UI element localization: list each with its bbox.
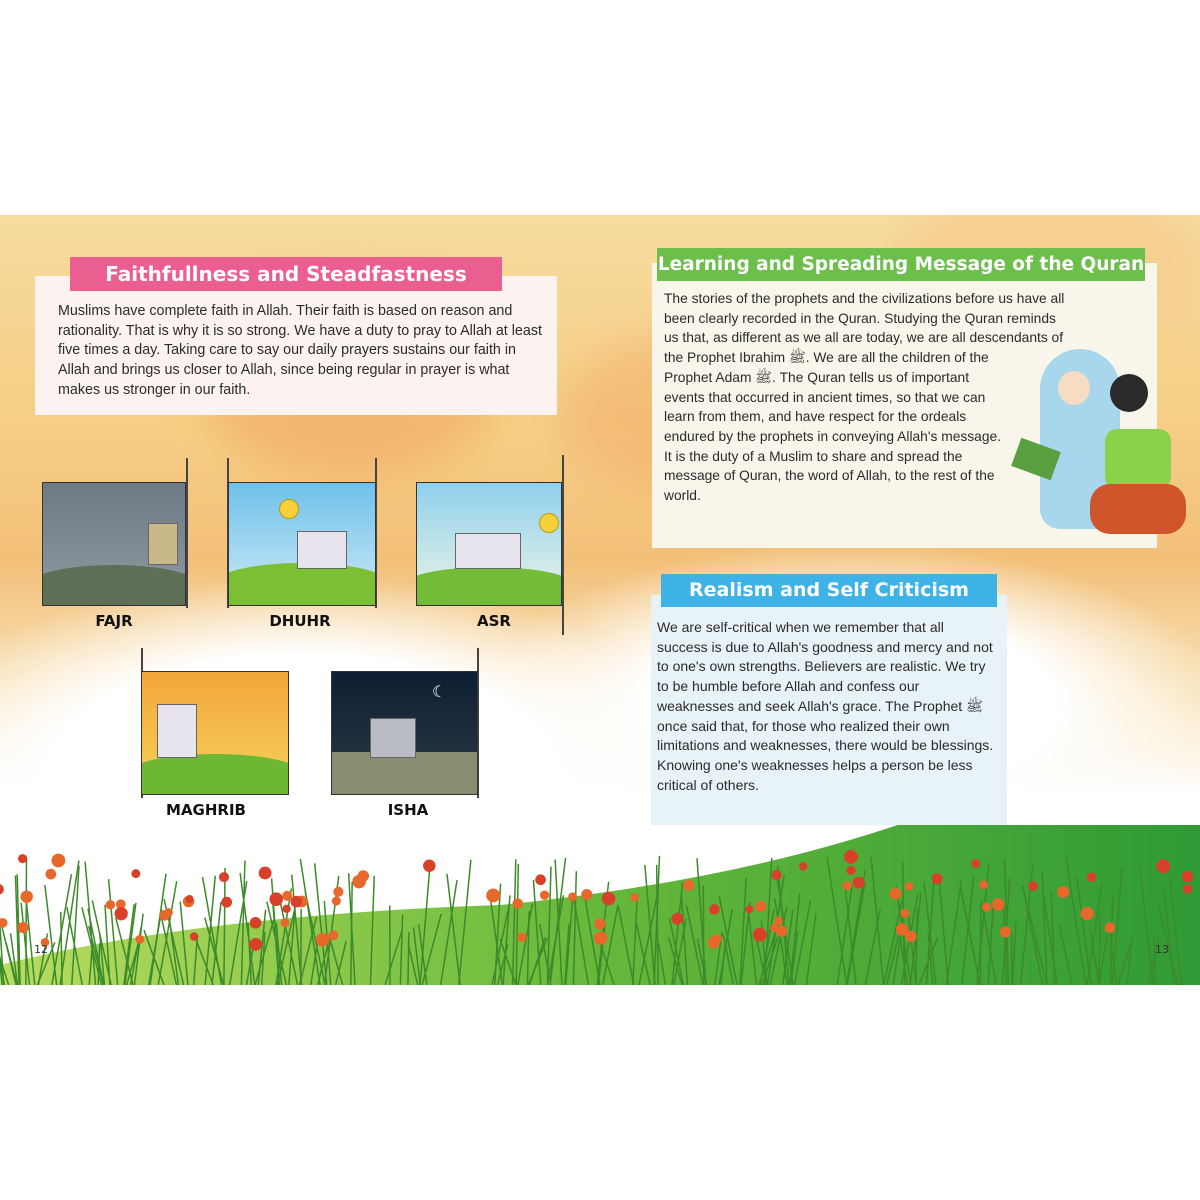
- asr-illustration: [416, 482, 562, 606]
- prayer-label-fajr: FAJR: [95, 612, 133, 630]
- quran-body: The stories of the prophets and the civilizations before us have all been clearly recorded in the Quran. Studying the Quran reminds us that, as different as we all are today, we are all descendants of the Prophet Ibrahim ﷺ. We are all the children of the Prophet Adam ﷺ. The Quran tells us of important events that occurred in ancient times, so that we can learn from them, and have respect for the ordeals endured by the prophets in conveying Allah's message. It is the duty of a Muslim to share and spread the message of Quran, the word of Allah, to the rest of the world.: [664, 291, 1065, 504]
- isha-illustration: [331, 671, 478, 795]
- prayer-label-isha: ISHA: [387, 801, 429, 819]
- faith-body: Muslims have complete faith in Allah. Their faith is based on reason and rationality. That is why it is so strong. We have a duty to pray to Allah at least five times a day. Taking care to say our daily prayers sustains our faith in Allah and brings us closer to Allah, since being regular in prayer is what makes us stronger in our faith.: [58, 303, 542, 398]
- moon-icon: ☾: [432, 682, 447, 701]
- realism-heading: Realism and Self Criticism: [661, 574, 997, 607]
- prayer-label-dhuhr: DHUHR: [269, 612, 331, 630]
- quran-text-wrap: [664, 289, 1190, 549]
- prayer-label-maghrib: MAGHRIB: [166, 801, 246, 819]
- realism-body: We are self-critical when we remember that all success is due to Allah's goodness and mercy and not to one's own strengths. Believers are realistic. We try to be humble before Allah and confess our weaknesses and seek Allah's grace. The Prophet ﷺ once said that, for those who realized their own limitations and weaknesses, there would be blessings. Knowing one's weaknesses helps a person be less critical of others.: [657, 619, 994, 793]
- dhuhr-illustration: [228, 482, 376, 606]
- fajr-illustration: [42, 482, 186, 606]
- faith-heading: Faithfullness and Steadfastness: [70, 257, 502, 291]
- maghrib-illustration: [141, 671, 289, 795]
- prayer-label-asr: ASR: [477, 612, 511, 630]
- quran-heading: Learning and Spreading Message of the Quran: [657, 248, 1145, 281]
- grass-flowers-illustration: [0, 825, 1200, 985]
- children-reading-illustration: [1010, 349, 1190, 549]
- page-number-right: 13: [1155, 943, 1169, 956]
- page-number-left: 12: [34, 943, 48, 956]
- book-spread: [0, 215, 1200, 985]
